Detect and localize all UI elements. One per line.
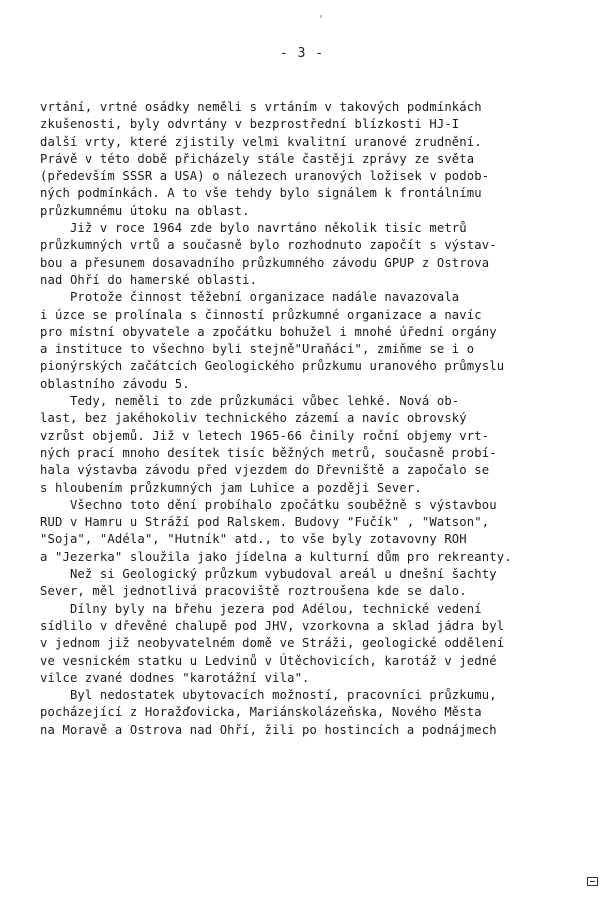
- minimize-icon[interactable]: [587, 877, 598, 886]
- text-line: vilce zvané dodnes "karotážní vila".: [40, 670, 310, 685]
- text-line: a instituce to všechno byli stejně"Uraňáci", zmiňme se i o: [40, 342, 475, 357]
- body-text: [40, 99, 580, 739]
- text-line: Sever, měl jednotlivá pracoviště roztroušena kde se dalo.: [40, 584, 467, 599]
- text-line: bou a přesunem dosavadního průzkumného závodu GPUP z Ostrova: [40, 255, 490, 270]
- text-line: "Soja", "Adéla", "Hutník" atd., to vše byly zotavovny ROH: [40, 532, 467, 547]
- text-line: průzkumných vrtů a současně bylo rozhodnuto započít s výstav-: [40, 238, 497, 253]
- text-line: sídlilo v dřevěné chalupě pod JHV, vzorkovna a sklad jádra byl: [40, 618, 505, 633]
- text-line: Než si Geologický průzkum vybudoval areál u dnešní šachty: [40, 567, 497, 582]
- text-line: Byl nedostatek ubytovacích možností, pracovníci průzkumu,: [40, 688, 497, 703]
- text-line: a "Jezerka" sloužila jako jídelna a kulturní dům pro rekreanty.: [40, 549, 512, 564]
- text-line: (především SSSR a USA) o nálezech uranových ložisek v podob-: [40, 169, 490, 184]
- text-line: s hloubením průzkumných jam Luhice a později Sever.: [40, 480, 422, 495]
- text-line: ných podmínkách. A to vše tehdy bylo signálem k frontálnímu: [40, 186, 482, 201]
- text-line: Již v roce 1964 zde bylo navrtáno několik tisíc metrů: [40, 221, 467, 236]
- text-line: Protože činnost těžební organizace nadále navazovala: [40, 290, 460, 305]
- text-line: last, bez jakéhokoliv technického zázemí a navíc obrovský: [40, 411, 467, 426]
- text-line: hala výstavba závodu před vjezdem do Dřevniště a započalo se: [40, 463, 490, 478]
- text-line: vzrůst objemů. Již v letech 1965-66 činily roční objemy vrt-: [40, 428, 490, 443]
- page-number: - 3 -: [279, 46, 325, 61]
- text-line: na Moravě a Ostrova nad Ohří, žili po hostincích a podnájmech: [40, 722, 497, 737]
- text-line: i úzce se prolínala s činností průzkumné organizace a navíc: [40, 307, 482, 322]
- text-line: pro místní obyvatele a zpočátku bohužel i mnohé úřední orgány: [40, 324, 497, 339]
- text-line: pocházející z Horažďovicka, Mariánskolázeňska, Nového Města: [40, 705, 482, 720]
- text-line: pionýrských začátcích Geologického průzkumu uranového průmyslu: [40, 359, 505, 374]
- text-line: nad Ohří do hamerské oblasti.: [40, 272, 258, 287]
- text-line: další vrty, které zjistily velmi kvalitní uranové zrudnění.: [40, 134, 482, 149]
- text-line: Dílny byly na břehu jezera pod Adélou, technické vedení: [40, 601, 482, 616]
- text-line: Všechno toto dění probíhalo zpočátku souběžně s výstavbou: [40, 497, 497, 512]
- text-line: průzkumnému útoku na oblast.: [40, 203, 250, 218]
- text-line: ných prací mnoho desítek tisíc běžných metrů, současně probí-: [40, 445, 497, 460]
- text-line: vrtání, vrtné osádky neměli s vrtáním v takových podmínkách: [40, 100, 482, 114]
- text-line: RUD v Hamru u Stráží pod Ralskem. Budovy "Fučík" , "Watson",: [40, 515, 490, 530]
- text-line: v jednom již neobyvatelném domě ve Stráži, geologické oddělení: [40, 636, 505, 651]
- text-line: oblastního závodu 5.: [40, 376, 190, 391]
- text-line: ve vesnickém statku u Ledvinů v Útěchovicích, karotáž v jedné: [40, 653, 497, 668]
- text-line: Tedy, neměli to zde průzkumáci vůbec lehké. Nová ob-: [40, 394, 460, 409]
- stray-mark: ': [318, 14, 325, 25]
- text-line: Právě v této době přicházely stále častěji zprávy ze světa: [40, 151, 475, 166]
- text-line: zkušenosti, byly odvrtány v bezprostřední blízkosti HJ-I: [40, 117, 460, 132]
